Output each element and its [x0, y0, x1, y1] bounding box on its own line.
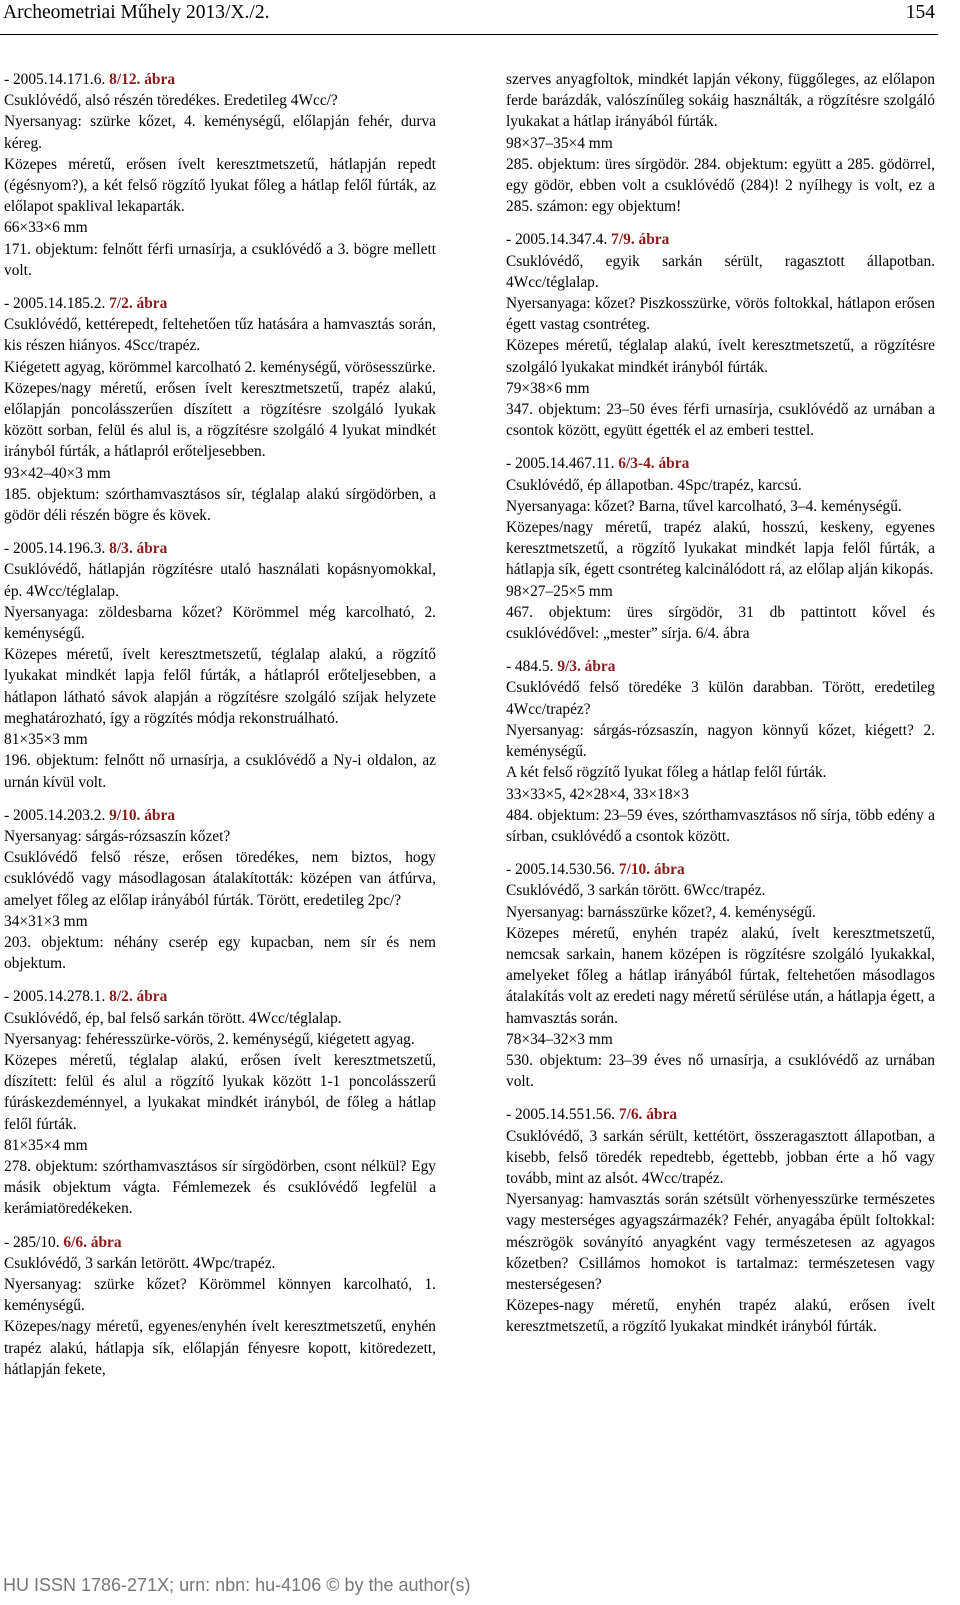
entry-line: Csuklóvédő, hátlapján rögzítésre utaló használati kopásnyomokkal, ép. 4Wcc/téglalap. [4, 561, 436, 600]
entry-line: 33×33×5, 42×28×4, 33×18×3 [506, 785, 689, 803]
entry-line: Csuklóvédő, egyik sarkán sérült, ragasztott állapotban. 4Wcc/téglalap. [506, 252, 935, 291]
figure-reference: 6/6. ábra [63, 1233, 122, 1251]
figure-reference: 8/12. ábra [109, 71, 176, 88]
page-number: 154 [905, 2, 935, 23]
entry-line: Közepes méretű, téglalap alakú, ívelt keresztmetszetű, a rögzítésre szolgáló lyukakat mindkét irányból fúrták. [506, 337, 935, 376]
inventory-number: - 2005.14.278.1. [4, 988, 110, 1006]
figure-reference: 9/3. ábra [557, 658, 616, 676]
entry-line: Kiégetett agyag, körömmel karcolható 2. keménységű, vörösesszürke. [4, 358, 436, 376]
entry-line: Csuklóvédő, alsó részén töredékes. Eredetileg 4Wcc/? [4, 92, 338, 110]
entry-line: Csuklóvédő felső része, erősen töredékes, nem biztos, hogy csuklóvédő vagy másodlagosan átalakították: középen van átfúrva, amelyet főleg az előlap irányából fúrták. Törött, eredetileg 2pc/? [4, 849, 436, 909]
figure-reference: 7/9. ábra [611, 231, 670, 249]
inventory-number: - 2005.14.347.4. [506, 231, 612, 249]
inventory-number: - 484.5. [506, 658, 558, 676]
figure-reference: 7/2. ábra [109, 295, 168, 313]
page-header [0, 0, 960, 52]
catalogue-entry [4, 293, 436, 526]
entry-line: Csuklóvédő, kettérepedt, feltehetően tűz hatására a hamvasztás során, kis részen hiányos. 4Scc/trapéz. [4, 316, 436, 355]
inventory-number: - 2005.14.203.2. [4, 806, 110, 824]
entry-line: 98×27–25×5 mm [506, 582, 613, 600]
entry-line: Csuklóvédő, 3 sarkán sérült, kettétört, összeragasztott állapotban, a kisebb, felső töredék repedtebb, égettebb, jobban érte a hő vagy tovább, mint az alsót. 4Wcc/trapéz. [506, 1127, 935, 1187]
entry-line: Nyersanyag: hamvasztás során szétsült vörhenyesszürke természetes vagy mesterséges agyagszármazék? Fehér, anyagába épült foltokkal: mészrögök soványító anyagként vagy természetesen az agyagos kőzetben? Csillámos homokot is tartalmaz: természetesen vagy mesterségesen? [506, 1191, 935, 1293]
catalogue-entry [4, 805, 436, 975]
entry-heading [506, 656, 935, 677]
entry-line: 98×37–35×4 mm [506, 134, 613, 152]
entry-heading [506, 229, 935, 250]
entry-line: Nyersanyag: barnásszürke kőzet?, 4. keménységű. [506, 903, 816, 921]
inventory-number: - 2005.14.185.2. [4, 295, 110, 313]
entry-line: Közepes méretű, enyhén trapéz alakú, ívelt keresztmetszetű, nemcsak sarkain, hanem középen is rögzítésre szolgáló lyukakkal, amelyeket főleg a hátlap irányából fúrtak, feltehetően másodlagos átalakítás volt az eredeti nagy méretű sérülése után, a hátlapja égett, a hamvasztás során. [506, 924, 935, 1027]
entry-line: szerves anyagfoltok, mindkét lapján vékony, függőleges, az előlapon ferde barázdák, valószínűleg sokáig használták, a rögzítésre szolgáló lyukakat a hátlap irányából fúrták. [506, 71, 935, 131]
inventory-number: - 2005.14.196.3. [4, 540, 110, 558]
entry-line: Nyersanyag: szürke kőzet, 4. keménységű, előlapján fehér, durva kéreg. [4, 113, 436, 152]
entry-line: Közepes/nagy méretű, trapéz alakú, hosszú, keskeny, egyenes keresztmetszetű, a rögzítő lyukakat mindkét lapja felől fúrták, a hátlapja sík, égett csontréteg kalcinálódott rá, az előlap alján kikopás. [506, 519, 935, 579]
footer-issn: HU ISSN 1786-271X; urn: nbn: hu-4106 © by the author(s) [3, 1575, 471, 1595]
entry-heading [4, 538, 436, 559]
figure-reference: 8/3. ábra [109, 540, 168, 558]
catalogue-entry [4, 69, 436, 281]
inventory-number: - 2005.14.171.6. [4, 71, 110, 88]
entry-line: Közepes méretű, erősen ívelt keresztmetszetű, hátlapján repedt (égésnyom?), a két felső rögzítő lyukat főleg a hátlap felől fúrták, az előlapot spaklival lekaparták. [4, 155, 436, 216]
entry-line: Nyersanyaga: kőzet? Piszkosszürke, vörös foltokkal, hátlapon erősen égett vastag csontréteg. [506, 295, 935, 334]
entry-line: A két felső rögzítő lyukat főleg a hátlap felől fúrták. [506, 764, 827, 782]
figure-reference: 7/6. ábra [618, 1106, 678, 1124]
inventory-number: - 285/10. [4, 1233, 64, 1251]
figure-reference: 7/10. ábra [618, 861, 685, 879]
entry-line: 171. objektum: felnőtt férfi urnasírja, a csuklóvédő a 3. bögre mellett volt. [4, 240, 436, 279]
entry-line: Nyersanyag: fehéresszürke-vörös, 2. keménységű, kiégetett agyag. [4, 1030, 415, 1048]
entry-line: 203. objektum: néhány cserép egy kupacban, nem sír és nem objektum. [4, 933, 436, 973]
entry-heading [4, 293, 436, 314]
entry-line: 81×35×3 mm [4, 731, 88, 749]
entry-heading [4, 69, 436, 90]
entry-line: Nyersanyag: szürke kőzet? Körömmel könnyen karcolható, 1. keménységű. [4, 1275, 436, 1315]
entry-line: Közepes-nagy méretű, enyhén trapéz alakú, erősen ívelt keresztmetszetű, a rögzítő lyukakat mindkét irányból fúrták. [506, 1297, 935, 1336]
catalogue-entry [506, 453, 935, 644]
catalogue-entry [506, 229, 935, 441]
catalogue-entry [4, 1232, 436, 1380]
entry-line: 347. objektum: 23–50 éves férfi urnasírja, csuklóvédő az urnában a csontok között, együtt égették el az emberi testtel. [506, 401, 935, 440]
entry-line: 34×31×3 mm [4, 912, 88, 930]
entry-line: Nyersanyaga: zöldesbarna kőzet? Körömmel még karcolható, 2. keménységű. [4, 603, 436, 643]
entry-line: Nyersanyaga: kőzet? Barna, tűvel karcolható, 3–4. keménységű. [506, 497, 902, 515]
entry-line: Nyersanyag: sárgás-rózsaszín kőzet? [4, 827, 231, 845]
entry-line: 285. objektum: üres sírgödör. 284. objektum: együtt a 285. gödörrel, egy gödör, ebben volt a csuklóvédő (284)! 2 nyílhegy is volt, ez a 285. számon: egy objektum! [506, 155, 935, 216]
header-rule [0, 34, 938, 35]
entry-line: 66×33×6 mm [4, 219, 88, 237]
entry-line: 530. objektum: 23–39 éves nő urnasírja, a csuklóvédő az urnában volt. [506, 1051, 935, 1091]
running-title: Archeometriai Műhely 2013/X./2. [3, 2, 270, 23]
entry-line: 185. objektum: szórthamvasztásos sír, téglalap alakú sírgödörben, a gödör déli részén bögre és kövek. [4, 485, 436, 525]
catalogue-entry [4, 538, 436, 792]
entry-line: Közepes/nagy méretű, erősen ívelt keresztmetszetű, trapéz alakú, előlapján poncolásszerűen díszített a rögzítésre szolgáló lyukak között sorban, felül és alul is, a rögzítésre szolgáló 4 lyukat mindkét irányból fúrták, a hátlapról erőteljesebben. [4, 379, 436, 461]
left-column [4, 69, 436, 1392]
catalogue-entry [506, 859, 935, 1092]
catalogue-entry [506, 69, 935, 217]
figure-reference: 9/10. ábra [109, 806, 176, 824]
entry-heading [506, 453, 935, 474]
entry-line: 484. objektum: 23–59 éves, szórthamvasztásos nő sírja, több edény a sírban, csuklóvédő a csontok között. [506, 806, 935, 845]
entry-line: 81×35×4 mm [4, 1136, 88, 1154]
entry-line: Csuklóvédő, ép állapotban. 4Spc/trapéz, karcsú. [506, 476, 802, 494]
inventory-number: - 2005.14.467.11. [506, 455, 619, 473]
entry-heading [4, 1232, 436, 1253]
entry-line: Nyersanyag: sárgás-rózsaszín, nagyon könnyű kőzet, kiégett? 2. keménységű. [506, 721, 935, 761]
right-column [506, 69, 935, 1350]
figure-reference: 8/2. ábra [109, 988, 168, 1006]
entry-line: 78×34–32×3 mm [506, 1030, 613, 1048]
entry-line: 93×42–40×3 mm [4, 464, 111, 482]
entry-heading [4, 986, 436, 1007]
entry-line: Közepes/nagy méretű, egyenes/enyhén ívelt keresztmetszetű, enyhén trapéz alakú, hátlapja sík, előlapján fényesre kopott, kitöredezett, hátlapján fekete, [4, 1318, 436, 1378]
catalogue-entry [4, 986, 436, 1219]
inventory-number: - 2005.14.551.56. [506, 1106, 619, 1124]
entry-heading [506, 859, 935, 880]
entry-line: 467. objektum: üres sírgödör, 31 db pattintott kővel és csuklóvédővel: „mester” sírja. 6/4. ábra [506, 603, 935, 643]
entry-line: Közepes méretű, téglalap alakú, erősen ívelt keresztmetszetű, díszített: felül és alul a rögzítő lyukak között 1-1 poncolásszerű fúráskezdeménnyel, a lyukakat mindkét irányból, de főleg a hátlap felől fúrták. [4, 1051, 436, 1133]
entry-line: Csuklóvédő, 3 sarkán törött. 6Wcc/trapéz. [506, 882, 766, 900]
entry-line: Közepes méretű, ívelt keresztmetszetű, téglalap alakú, a rögzítő lyukakat mindkét lapja felől fúrták, a hátlapról erőteljesebben, a hátlapon látható sávok alapján a rögzítésre szolgáló szíjak helyzete meghatározható, így a rögzítés módja rekonstruálható. [4, 646, 436, 727]
catalogue-entry [506, 1104, 935, 1337]
entry-line: Csuklóvédő, ép, bal felső sarkán törött. 4Wcc/téglalap. [4, 1009, 342, 1027]
figure-reference: 6/3-4. ábra [618, 455, 690, 473]
entry-heading [4, 805, 436, 826]
catalogue-entry [506, 656, 935, 847]
entry-line: 278. objektum: szórthamvasztásos sír sírgödörben, csont nélkül? Egy másik objektum vágta. Fémlemezek és csuklóvédő legfelül a kerámiatöredékeken. [4, 1157, 436, 1218]
entry-line: Csuklóvédő, 3 sarkán letörött. 4Wpc/trapéz. [4, 1254, 276, 1272]
entry-line: 79×38×6 mm [506, 379, 590, 397]
entry-heading [506, 1104, 935, 1125]
entry-line: 196. objektum: felnőtt nő urnasírja, a csuklóvédő a Ny-i oldalon, az urnán kívül volt. [4, 752, 436, 791]
entry-line: Csuklóvédő felső töredéke 3 külön darabban. Törött, eredetileg 4Wcc/trapéz? [506, 679, 935, 718]
inventory-number: - 2005.14.530.56. [506, 861, 619, 879]
